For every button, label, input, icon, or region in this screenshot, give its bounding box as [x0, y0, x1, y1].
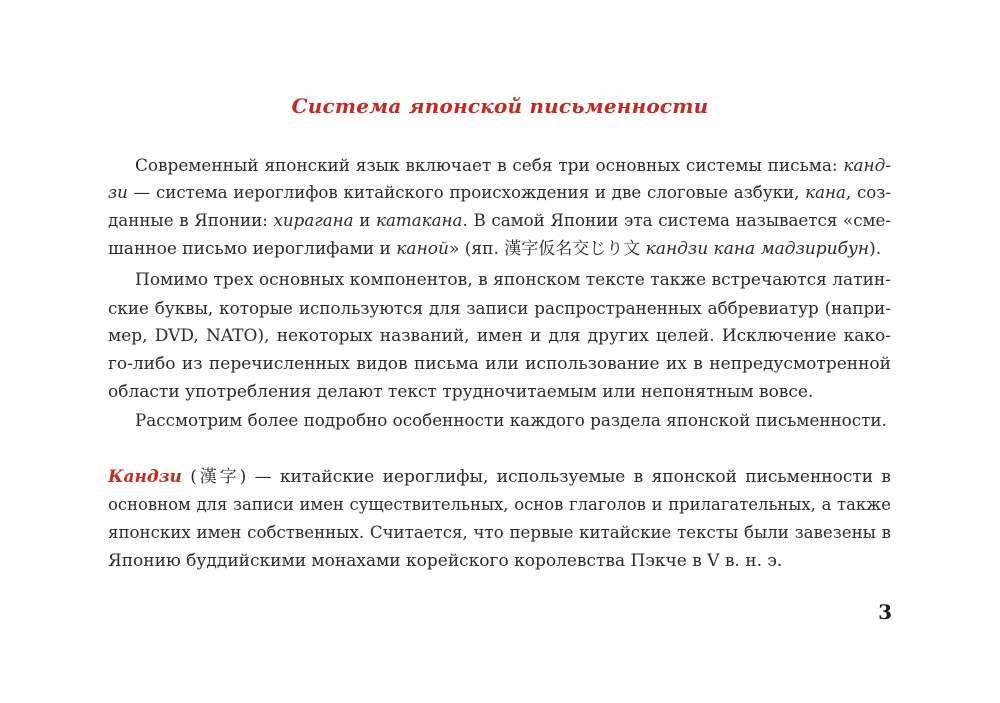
paragraph-2-line-5: области употребления делают текст трудночитаемым или непонятным вовсе.	[108, 382, 814, 402]
paragraph-4-line-3: японских имен собственных. Считается, что первые китайские тексты были завезены в	[108, 523, 891, 542]
paragraph-4-line-4: Японию буддийскими монахами корейского королевства Пэкче в V в. н. э.	[108, 551, 783, 571]
text-run: данные в Японии:	[108, 211, 274, 230]
paragraph-2-line-1: Помимо трех основных компонентов, в японском тексте также встречаются латин-	[135, 270, 891, 290]
highlighted-term: Кандзи	[108, 467, 182, 487]
page-title: Система японской письменности	[291, 94, 709, 118]
paragraph-2-line-3: мер, DVD, NATO), некоторых названий, имен и для других целей. Исключение како-	[108, 326, 891, 346]
text-run: (漢字) — китайские иероглифы, используемые в японской письменности в	[181, 467, 891, 487]
paragraph-1-line-3	[108, 207, 891, 235]
italic-term: хирагана	[273, 211, 354, 230]
text-run: шанное письмо иероглифами и	[108, 239, 397, 259]
text-run: Современный японский язык включает в себя три основных системы письма:	[135, 155, 844, 175]
italic-term: кана	[805, 183, 846, 202]
paragraph-1-line-4	[108, 235, 891, 263]
text-run: , соз-	[845, 183, 891, 202]
paragraph-1-line-1	[135, 151, 891, 179]
italic-term: канд-	[843, 155, 891, 175]
text-run: ).	[869, 239, 882, 259]
paragraph-2-line-4: го-либо из перечисленных видов письма или использование их в непредусмотренной	[108, 354, 891, 374]
italic-term: кандзи кана мадзирибун	[645, 239, 870, 259]
paragraph-1-line-2	[108, 179, 891, 207]
paragraph-3-line-1: Рассмотрим более подробно особенности каждого раздела японской письменности.	[135, 410, 887, 430]
page-number: 3	[878, 600, 892, 624]
text-run: . В самой Японии эта система называется «сме-	[462, 211, 891, 230]
paragraph-2-line-2: ские буквы, которые используются для записи распространенных аббревиатур (напри-	[108, 298, 891, 318]
italic-term: каной	[396, 239, 449, 259]
paragraph-4-line-2: основном для записи имен существительных, основ глаголов и прилагательных, а также	[108, 495, 891, 514]
italic-term: зи	[108, 183, 128, 202]
text-run: — система иероглифов китайского происхождения и две слоговые азбуки,	[127, 183, 806, 202]
italic-term: катакана	[376, 211, 463, 230]
text-run: » (яп. 漢字仮名交じり文	[448, 239, 646, 259]
paragraph-4-line-1	[108, 463, 891, 491]
text-run: и	[353, 211, 377, 230]
